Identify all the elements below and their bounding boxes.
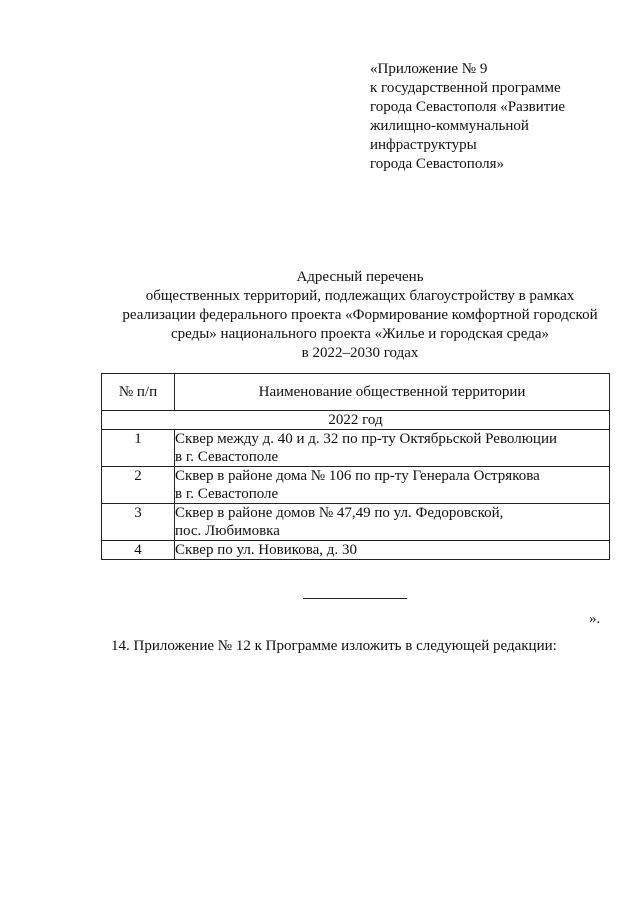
year-label: 2022 год bbox=[102, 411, 610, 430]
row-name-line: Сквер по ул. Новикова, д. 30 bbox=[175, 542, 357, 558]
row-name-line: в г. Севастополе bbox=[175, 449, 279, 465]
title-line: в 2022–2030 годах bbox=[301, 345, 419, 361]
appendix-line: «Приложение № 9 bbox=[370, 61, 488, 77]
appendix-heading bbox=[370, 60, 565, 174]
row-name bbox=[175, 467, 610, 504]
row-name bbox=[175, 541, 610, 560]
row-number: 2 bbox=[102, 467, 175, 504]
title-line: общественных территорий, подлежащих благоустройству в рамках bbox=[145, 288, 575, 304]
table-row bbox=[102, 541, 610, 560]
address-table bbox=[101, 373, 610, 560]
row-number: 3 bbox=[102, 504, 175, 541]
appendix-line: города Севастополя «Развитие bbox=[370, 99, 566, 115]
document-title bbox=[100, 268, 620, 363]
separator-line bbox=[303, 598, 407, 599]
row-name-line: пос. Любимовка bbox=[175, 523, 280, 539]
row-name bbox=[175, 504, 610, 541]
table-header-row bbox=[102, 374, 610, 411]
table-row bbox=[102, 504, 610, 541]
table-row bbox=[102, 467, 610, 504]
row-name-line: Сквер в районе дома № 106 по пр-ту Генерала Острякова bbox=[175, 468, 540, 484]
row-name-line: Сквер между д. 40 и д. 32 по пр-ту Октябрьской Революции bbox=[175, 431, 558, 447]
header-number: № п/п bbox=[102, 374, 175, 411]
row-number: 1 bbox=[102, 430, 175, 467]
title-line: Адресный перечень bbox=[296, 269, 424, 285]
appendix-line: жилищно-коммунальной bbox=[370, 118, 529, 134]
header-name: Наименование общественной территории bbox=[175, 374, 610, 411]
row-name-line: в г. Севастополе bbox=[175, 486, 279, 502]
appendix-line: города Севастополя» bbox=[370, 156, 505, 172]
row-name-line: Сквер в районе домов № 47,49 по ул. Федоровской, bbox=[175, 505, 504, 521]
appendix-line: к государственной программе bbox=[370, 80, 561, 96]
item-14-paragraph: 14. Приложение № 12 к Программе изложить в следующей редакции: bbox=[111, 638, 557, 654]
row-name bbox=[175, 430, 610, 467]
title-line: среды» национального проекта «Жилье и городская среда» bbox=[170, 326, 549, 342]
table-row bbox=[102, 430, 610, 467]
appendix-line: инфраструктуры bbox=[370, 137, 477, 153]
row-number: 4 bbox=[102, 541, 175, 560]
year-row bbox=[102, 411, 610, 430]
closing-quote: ». bbox=[589, 611, 601, 627]
title-line: реализации федерального проекта «Формирование комфортной городской bbox=[122, 307, 598, 323]
